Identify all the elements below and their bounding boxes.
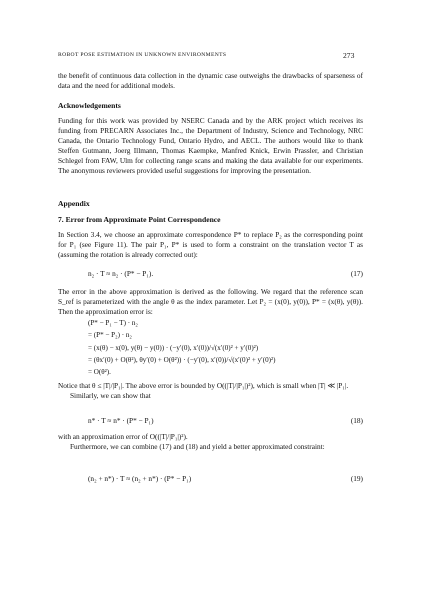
- acknowledgements-text: Funding for this work was provided by NSERC Canada and by the ARK project which receives its funding from PRECARN Associates Inc., the Department of Industry, Science and Technology, NRC Canada, the Ontario Technology Fund, Ontario Hydro, and AECL. The authors would like to thank Steffen Gutmann, Joerg Illmann, Thomas Kaempke, Manfred Knick, Erwin Prassler, and Christian Schlegel from FAW, Ulm for collecting range scans and making the data available for our experiments. The anonymous reviewers provided useful suggestions for improving the presentation.: [58, 116, 363, 176]
- appendix-paragraph-3: [58, 381, 363, 401]
- derivation-line: = (θx′(0) + O(θ²), θy′(0) + O(θ²)) · (−y′(0), x′(0))/√(x′(0)² + y′(0)²): [88, 355, 276, 364]
- equation-19-number: (19): [350, 474, 363, 483]
- acknowledgements-heading: Acknowledgements: [58, 101, 121, 110]
- page-number: 273: [343, 51, 355, 60]
- appendix-para1-text: In Section 3.4, we choose an approximate correspondence P* to replace P₂ as the corresponding point for P₁ (see Figure 11). The pair P₁, P* is used to form a constraint on the translation vector T as (assuming the rotation is already corrected out):: [58, 230, 363, 260]
- appendix-paragraph-1: [58, 230, 363, 260]
- intro-paragraph: [58, 71, 363, 91]
- appendix-paragraph-5: [58, 432, 363, 452]
- appendix-paragraph-2: [58, 287, 363, 317]
- derivation-line: = (x(θ) − x(0), y(θ) − y(0)) · (−y′(0), x′(0))/√(x′(0)² + y′(0)²): [88, 343, 259, 352]
- appendix-para6-text: Furthermore, we can combine (17) and (18) and yield a better approximated constraint:: [70, 442, 325, 452]
- equation-17-number: (17): [350, 269, 363, 278]
- derivation-line: = (P* − P₂) · n₂: [88, 331, 132, 340]
- appendix-para5-text: with an approximation error of O((|T|/|P₁|)²).: [58, 432, 188, 441]
- equation-19-body: (n₂ + n*) · T ≈ (n₂ + n*) · (P* − P₁): [88, 474, 192, 483]
- running-title: ROBOT POSE ESTIMATION IN UNKNOWN ENVIRONMENTS: [58, 52, 227, 58]
- appendix-para3-text: Notice that θ ≤ |T|/|P₁|. The above error is bounded by O((|T|/|P₁|)²), which is small when |T| ≪ |P₁|.: [58, 381, 349, 390]
- equation-17-body: n₂ · T ≈ n₂ · (P* − P₁).: [88, 269, 154, 278]
- acknowledgements-paragraph: [58, 116, 363, 177]
- equation-18-number: (18): [350, 416, 363, 425]
- section-heading: 7. Error from Approximate Point Correspondence: [58, 215, 221, 224]
- appendix-para4-text: Similarly, we can show that: [70, 391, 151, 401]
- derivation-line: (P* − P₁ − T) · n₂: [88, 319, 138, 327]
- derivation-block: [88, 317, 275, 378]
- derivation-line: = O(θ²).: [88, 368, 111, 377]
- intro-text: the benefit of continuous data collection in the dynamic case outweighs the drawbacks of sparseness of data and the need for additional models.: [58, 71, 363, 91]
- appendix-heading: Appendix: [58, 199, 90, 208]
- equation-18-body: n* · T ≈ n* · (P* − P₁): [88, 416, 154, 425]
- appendix-para2-text: The error in the above approximation is derived as the following. We regard that the reference scan S_ref is parameterized with the angle θ as the index parameter. Let P₂ = (x(0), y(0)), P* = (x(θ), y(θ)). Then the approximation error is:: [58, 287, 363, 317]
